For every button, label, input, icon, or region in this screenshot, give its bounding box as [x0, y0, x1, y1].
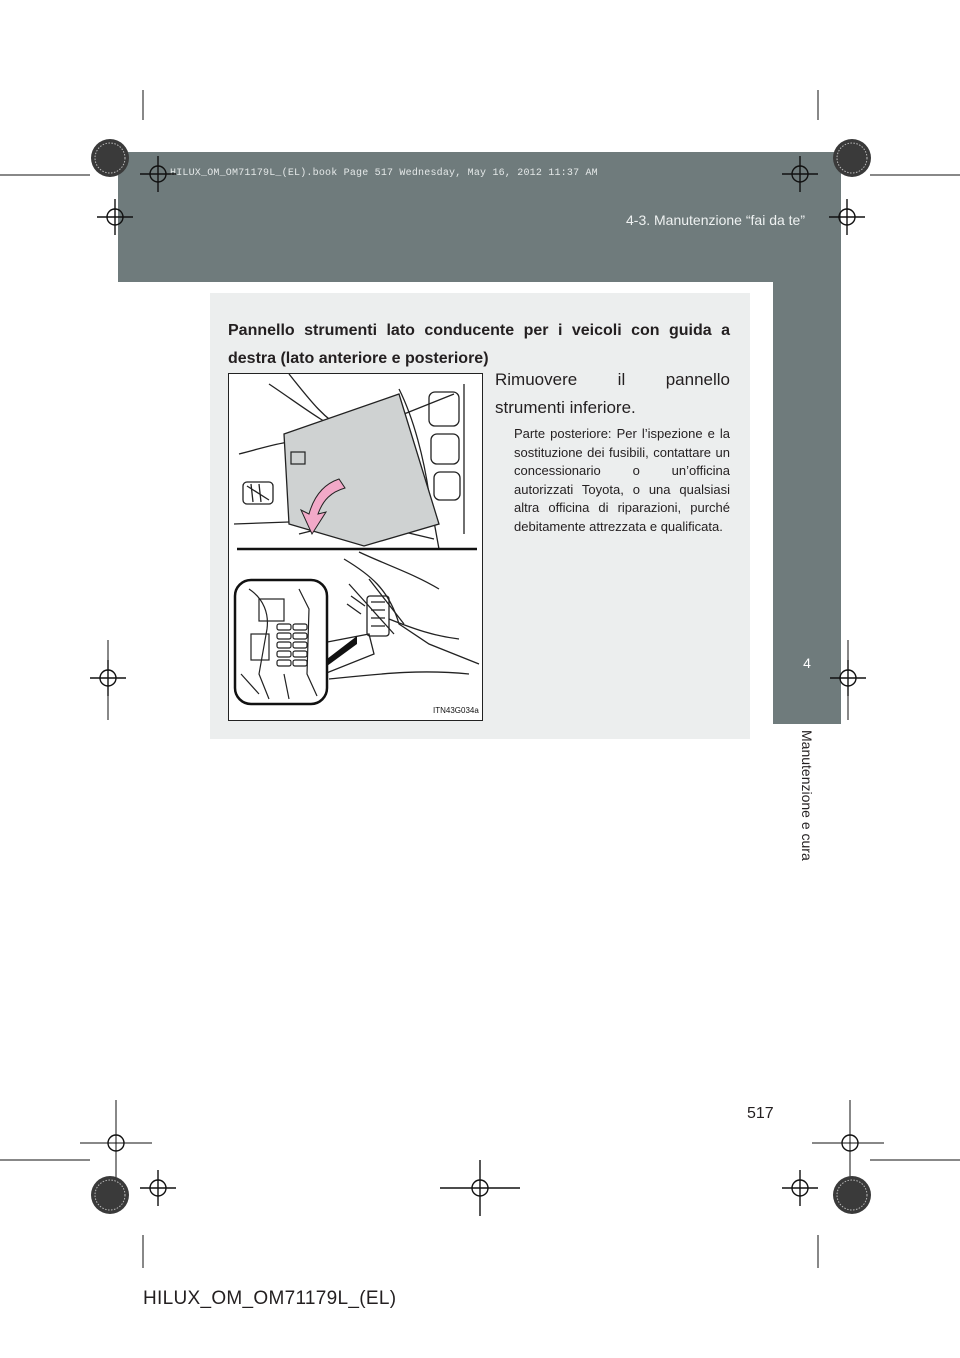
document-code: HILUX_OM_OM71179L_(EL) [143, 1288, 397, 1309]
section-title: 4-3. Manutenzione “fai da te” [626, 212, 805, 228]
figure-code: ITN43G034a [433, 706, 479, 715]
page-number: 517 [747, 1105, 774, 1122]
illustration-figure [228, 373, 483, 721]
chapter-side-label: Manutenzione e cura [799, 730, 815, 861]
chapter-number: 4 [803, 655, 811, 671]
step-instruction: Rimuovere il pannello strumenti inferiore. [495, 370, 730, 417]
register-mark-icon [833, 1176, 871, 1214]
panel-title: Pannello strumenti lato conducente per i veicoli con guida a destra (lato anteriore e posteriore) [228, 322, 730, 367]
register-mark-icon [91, 1176, 129, 1214]
print-info-line: HILUX_OM_OM71179L_(EL).book Page 517 Wednesday, May 16, 2012 11:37 AM [170, 168, 598, 179]
dashboard-illustration [229, 374, 482, 720]
note-text: Parte posteriore: Per l’ispezione e la sostituzione dei fusibili, contattare un concessionario o un’officina autorizzati Toyota, o una qualsiasi altra officina di riparazioni, purché debitamente attrezzata e qualificata. [514, 426, 730, 534]
